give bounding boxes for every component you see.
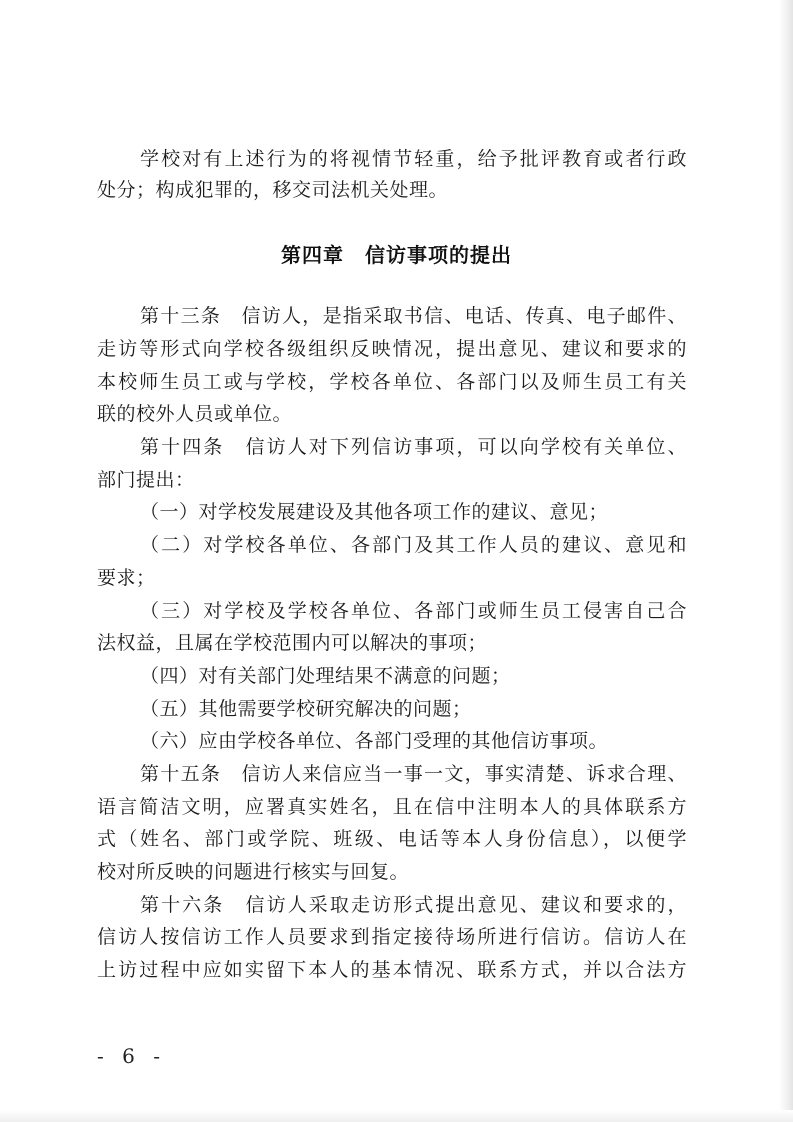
- article-15-line-1: 第十五条 信访人来信应当一事一文，事实清楚、诉求合理、: [140, 763, 687, 785]
- page-edge-shadow-bottom: [0, 1110, 793, 1122]
- item-6-line-1: （六）应由学校各单位、各部门受理的其他信访事项。: [140, 730, 609, 752]
- article-15-line-4: 校对所反映的问题进行核实与回复。: [97, 861, 410, 883]
- article-13-line-4: 联的校外人员或单位。: [97, 403, 293, 425]
- item-4-line-1: （四）对有关部门处理结果不满意的问题；: [140, 665, 511, 687]
- article-16-line-3: 上访过程中应如实留下本人的基本情况、联系方式，并以合法方: [97, 959, 687, 981]
- paragraph-1-line-2: 处分；构成犯罪的，移交司法机关处理。: [97, 179, 449, 201]
- article-16-line-1: 第十六条 信访人采取走访形式提出意见、建议和要求的，: [140, 894, 687, 916]
- item-1-line-1: （一）对学校发展建设及其他各项工作的建议、意见；: [140, 501, 609, 523]
- item-3-line-1: （三）对学校及学校各单位、各部门或师生员工侵害自己合: [140, 600, 687, 622]
- article-13-line-2: 走访等形式向学校各级组织反映情况，提出意见、建议和要求的: [97, 338, 687, 360]
- item-2-line-2: 要求；: [97, 567, 156, 589]
- paragraph-1-line-1: 学校对有上述行为的将视情节轻重，给予批评教育或者行政: [140, 148, 687, 170]
- article-14-line-2: 部门提出：: [97, 469, 195, 491]
- article-15-line-2: 语言简洁文明，应署真实姓名，且在信中注明本人的具体联系方: [97, 796, 687, 818]
- chapter-heading: 第四章 信访事项的提出: [281, 243, 512, 267]
- article-14-line-1: 第十四条 信访人对下列信访事项，可以向学校有关单位、: [140, 436, 687, 458]
- item-3-line-2: 法权益，且属在学校范围内可以解决的事项；: [97, 632, 488, 654]
- article-13-line-3: 本校师生员工或与学校，学校各单位、各部门以及师生员工有关: [97, 371, 687, 393]
- item-5-line-1: （五）其他需要学校研究解决的问题；: [140, 698, 472, 720]
- item-2-line-1: （二）对学校各单位、各部门及其工作人员的建议、意见和: [140, 534, 687, 556]
- article-15-line-3: 式（姓名、部门或学院、班级、电话等本人身份信息），以便学: [97, 828, 687, 850]
- article-16-line-2: 信访人按信访工作人员要求到指定接待场所进行信访。信访人在: [97, 926, 687, 948]
- article-13-line-1: 第十三条 信访人，是指采取书信、电话、传真、电子邮件、: [140, 305, 687, 327]
- page-edge-shadow-right: [779, 0, 793, 1122]
- page-number: - 6 -: [97, 1044, 166, 1068]
